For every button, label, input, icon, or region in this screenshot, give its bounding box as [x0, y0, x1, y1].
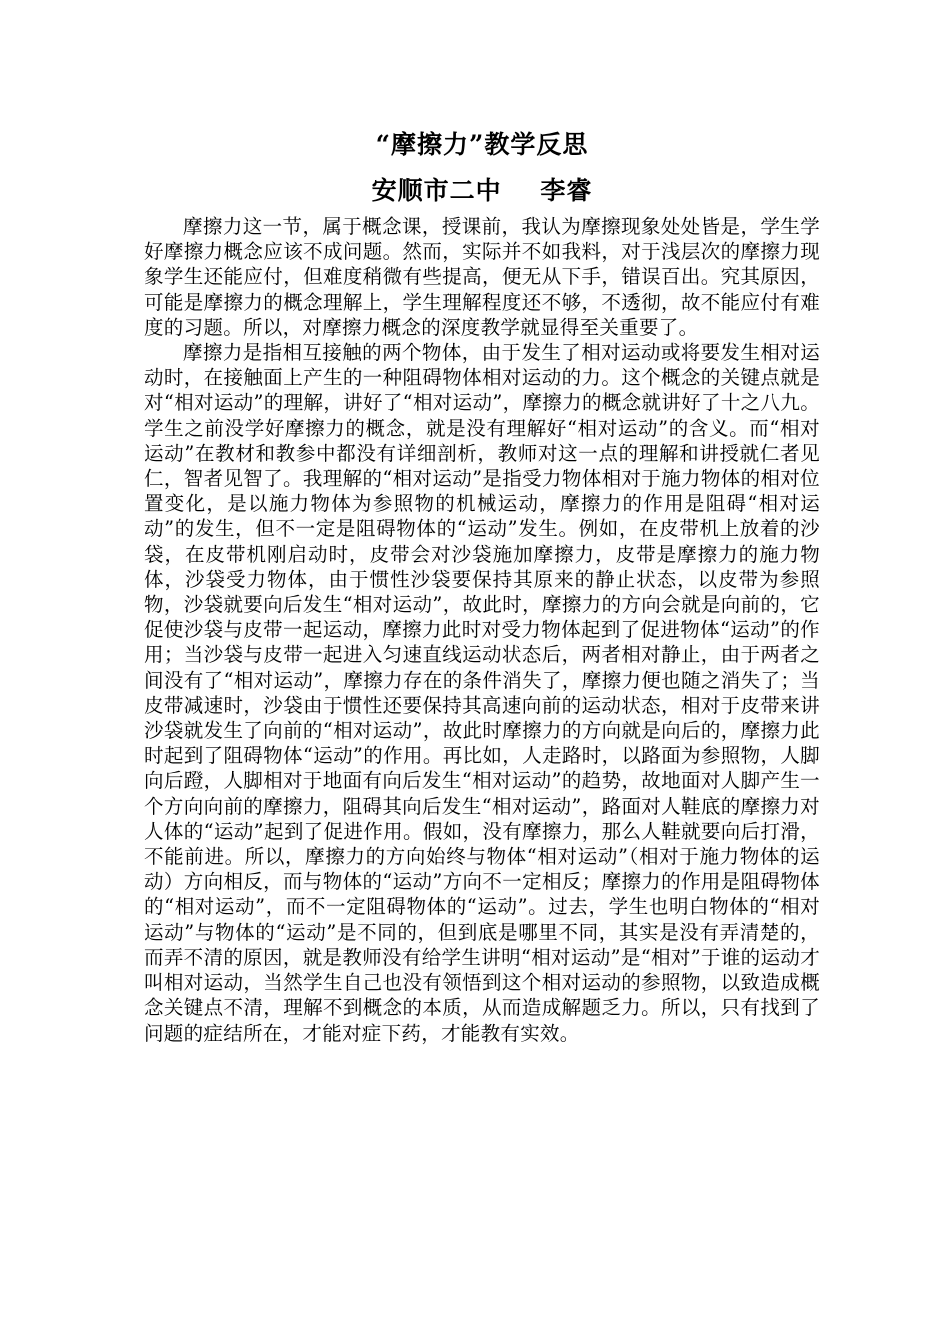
paragraph-1: 摩擦力这一节，属于概念课，授课前，我认为摩擦现象处处皆是，学生学好摩擦力概念应该不成问题。然而，实际并不如我料，对于浅层次的摩擦力现象学生还能应付，但难度稍微有些提高，便无从下手，错误百出。究其原因，可能是摩擦力的概念理解上，学生理解程度还不够，不透彻，故不能应付有难度的习题。所以，对摩擦力概念的深度教学就显得至关重要了。 [144, 215, 820, 339]
document-page [144, 128, 820, 1046]
document-title: “摩擦力”教学反思 [375, 130, 589, 159]
author-line: 安顺市二中 李睿 [371, 176, 593, 205]
paragraph-2: 摩擦力是指相互接触的两个物体，由于发生了相对运动或将要发生相对运动时，在接触面上产生的一种阻碍物体相对运动的力。这个概念的关键点就是对“相对运动”的理解，讲好了“相对运动”，摩擦力的概念就讲好了十之八九。学生之前没学好摩擦力的概念，就是没有理解好“相对运动”的含义。而“相对运动”在教材和教参中都没有详细剖析，教师对这一点的理解和讲授就仁者见仁，智者见智了。我理解的“相对运动”是指受力物体相对于施力物体的相对位置变化，是以施力物体为参照物的机械运动，摩擦力的作用是阻碍“相对运动”的发生，但不一定是阻碍物体的“运动”发生。例如，在皮带机上放着的沙袋，在皮带机刚启动时，皮带会对沙袋施加摩擦力，皮带是摩擦力的施力物体，沙袋受力物体，由于惯性沙袋要保持其原来的静止状态，以皮带为参照物，沙袋就要向后发生“相对运动”，故此时，摩擦力的方向会就是向前的，它促使沙袋与皮带一起运动，摩擦力此时对受力物体起到了促进物体“运动”的作用；当沙袋与皮带一起进入匀速直线运动状态后，两者相对静止，由于两者之间没有了“相对运动”，摩擦力存在的条件消失了，摩擦力便也随之消失了；当皮带减速时，沙袋由于惯性还要保持其高速向前的运动状态，相对于皮带来讲沙袋就发生了向前的“相对运动”，故此时摩擦力的方向就是向后的，摩擦力此时起到了阻碍物体“运动”的作用。再比如，人走路时，以路面为参照物，人脚向后蹬，人脚相对于地面有向后发生“相对运动”的趋势，故地面对人脚产生一个方向向前的摩擦力，阻碍其向后发生“相对运动”，路面对人鞋底的摩擦力对人体的“运动”起到了促进作用。假如，没有摩擦力，那么人鞋就要向后打滑，不能前进。所以，摩擦力的方向始终与物体“相对运动”（相对于施力物体的运动）方向相反，而与物体的“运动”方向不一定相反；摩擦力的作用是阻碍物体的“相对运动”，而不一定阻碍物体的“运动”。过去，学生也明白物体的“相对运动”与物体的“运动”是不同的，但到底是哪里不同，其实是没有弄清楚的，而弄不清的原因，就是教师没有给学生讲明“相对运动”是“相对”于谁的运动才叫相对运动，当然学生自己也没有领悟到这个相对运动的参照物，以致造成概念关键点不清，理解不到概念的本质，从而造成解题乏力。所以，只有找到了问题的症结所在，才能对症下药，才能教有实效。 [144, 341, 820, 1045]
